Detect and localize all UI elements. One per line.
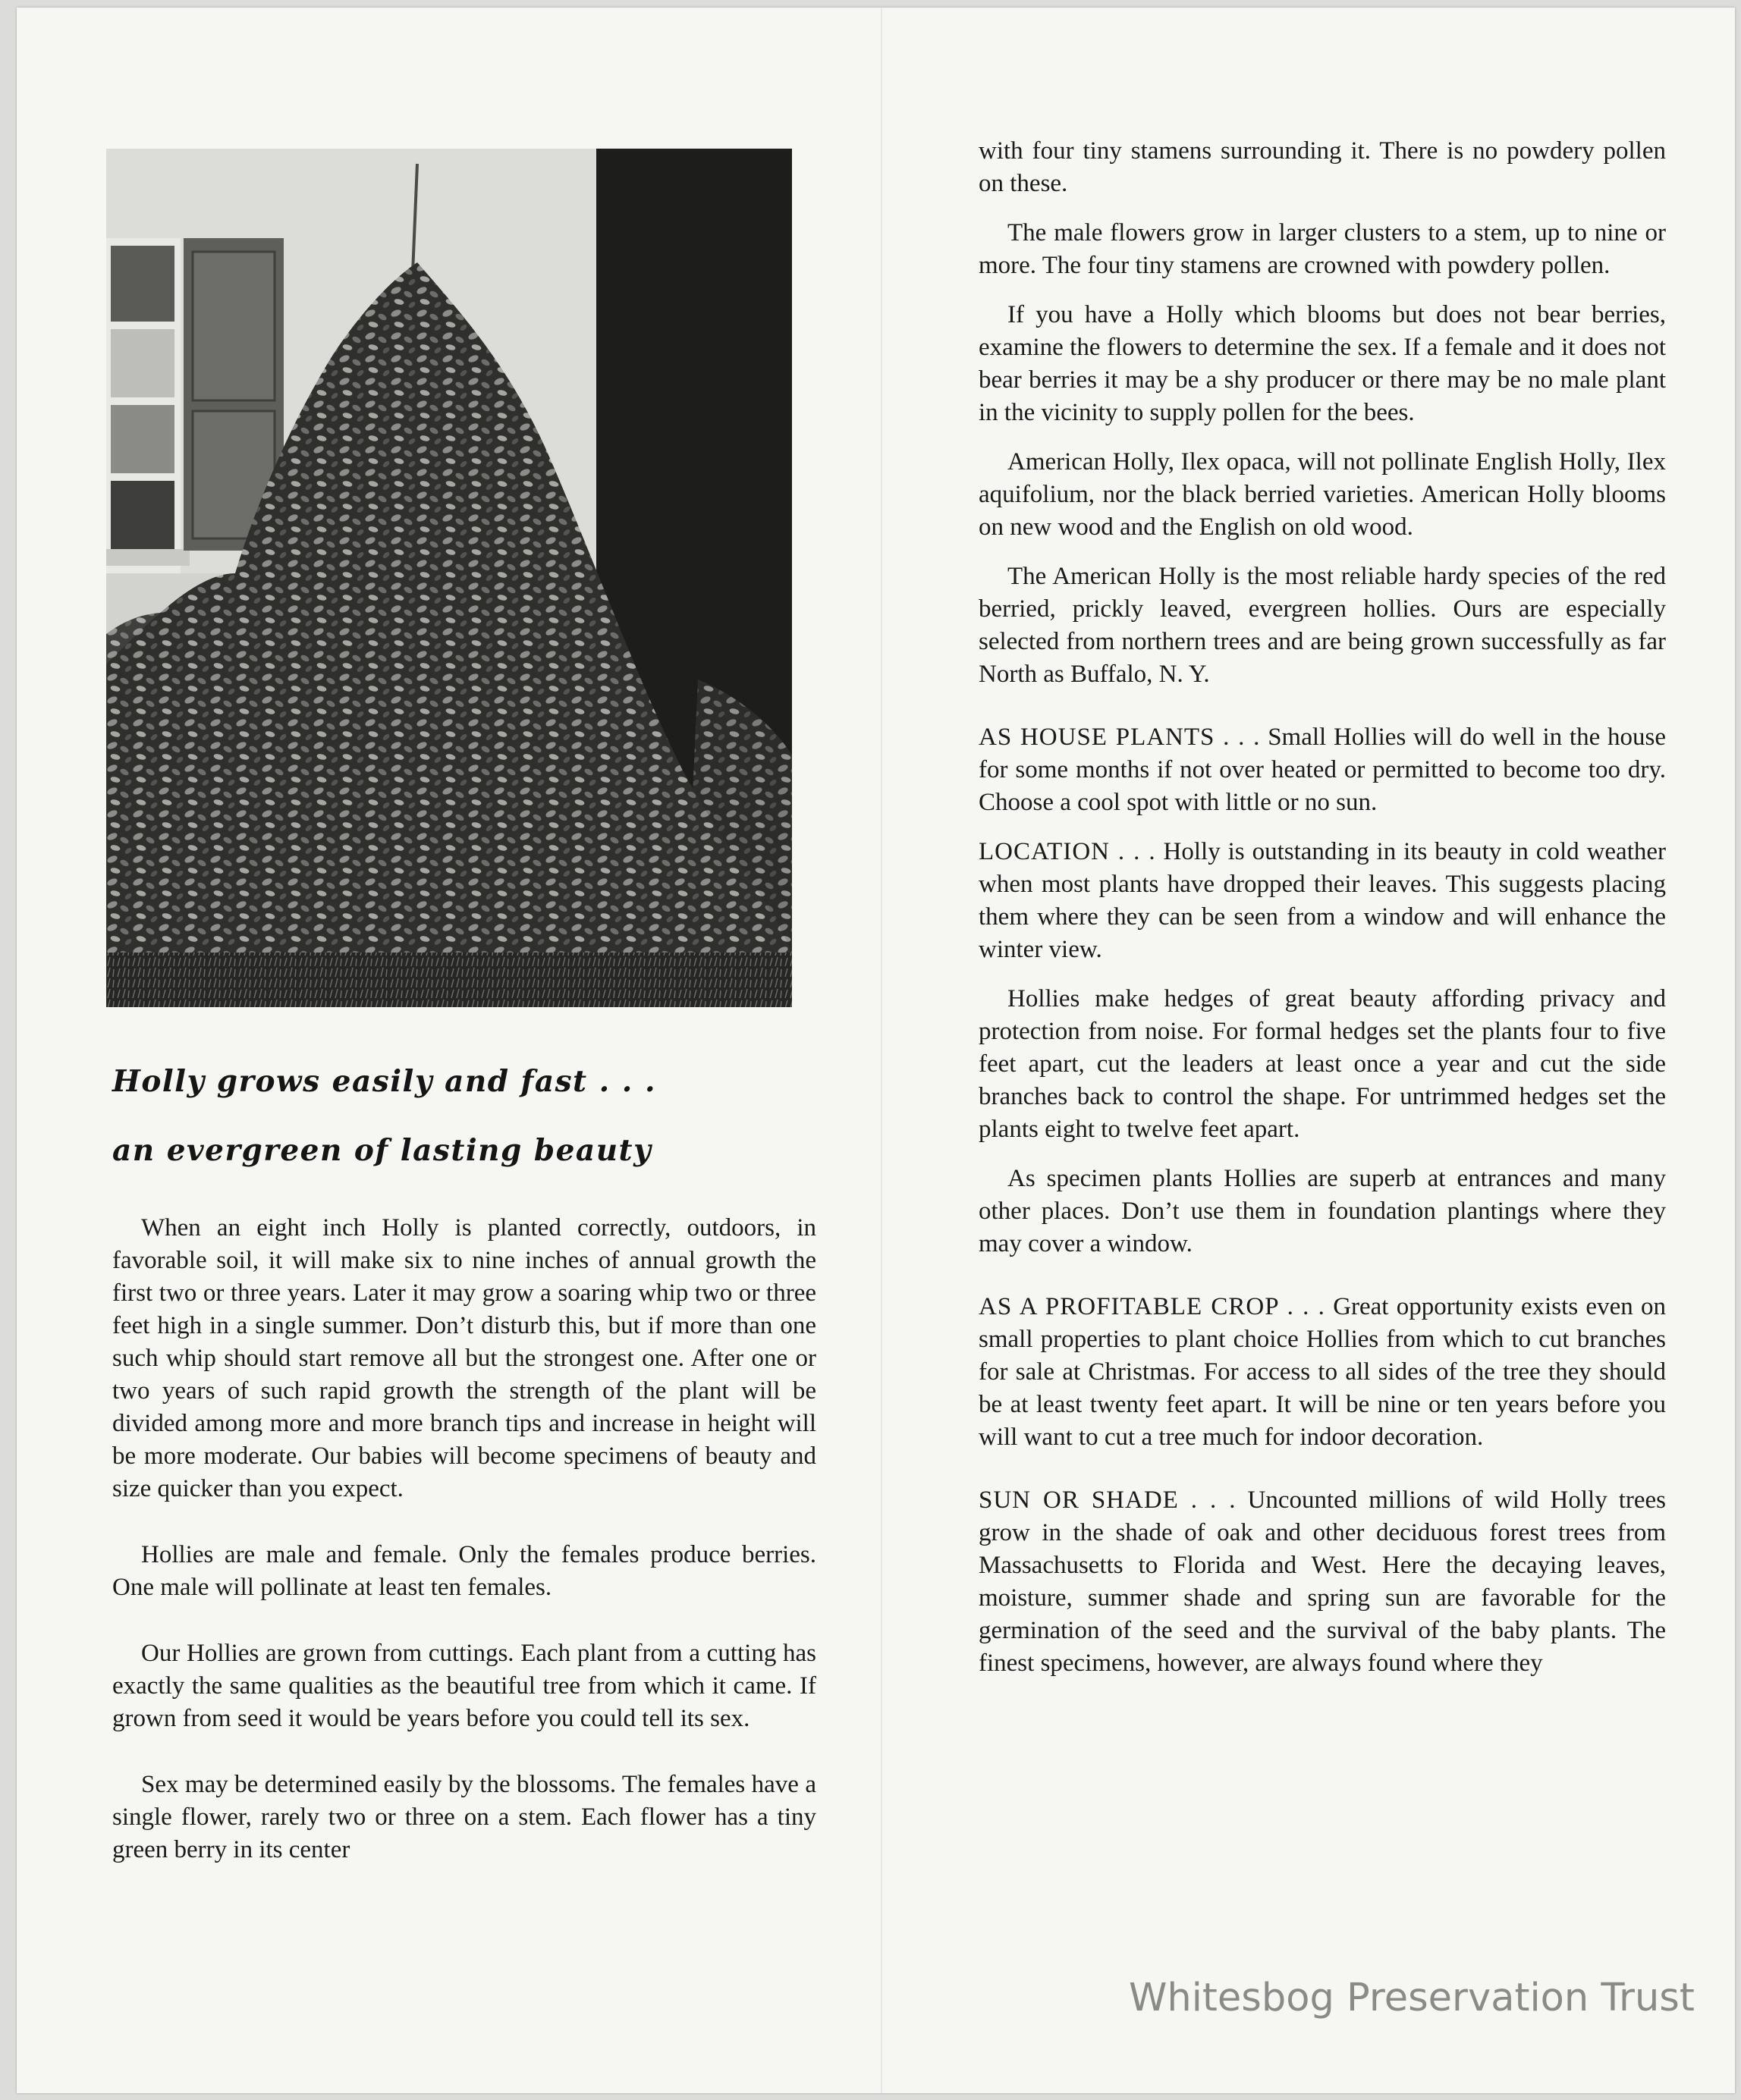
paragraph-american-holly: The American Holly is the most reliable hardy species of the red berried, prickly leaved, evergreen hollies. Ours are especially selected from northern trees and are being grown successfully as far North as Buffalo, N. Y.	[979, 563, 1666, 688]
location-text: Holly is outstanding in its beauty in cold weather when most plants have dropped their leaves. This suggests placing them where they can be seen from a window and will enhance the winter view.	[979, 838, 1666, 963]
house-plants-text: Small Hollies will do well in the house for some months if not over heated or permitted to become too dry. Choose a cool spot with little or no sun.	[979, 724, 1666, 816]
left-column-text	[112, 1212, 816, 1900]
paragraph-specimen: As specimen plants Hollies are superb at entrances and many other places. Don’t use them in foundation plantings where they may cover a window.	[979, 1165, 1666, 1257]
section-sun-or-shade	[979, 1484, 1666, 1680]
crop-text: Great opportunity exists even on small properties to plant choice Hollies from which to cut branches for sale at Christmas. For access to all sides of the tree they should be at least twenty feet apart. It will be nine or ten years before you will want to cut a tree much for indoor decoration.	[979, 1293, 1666, 1451]
section-house-plants	[979, 721, 1666, 819]
paragraph-growth: When an eight inch Holly is planted correctly, outdoors, in favorable soil, it will make six to nine inches of annual growth the first two or three years. Later it may grow a soaring whip two or three feet high in a single summer. Don’t disturb this, but if more than one such whip should start remove all but the strongest one. After one or two years of such rapid growth the strength of the plant will be divided among more and more branch tips and increase in height will be more moderate. Our babies will become specimens of beauty and size quicker than you expect.	[112, 1214, 816, 1502]
heading-line-1: Holly grows easily and fast . . .	[112, 1064, 657, 1099]
paragraph-no-berries: If you have a Holly which blooms but does not bear berries, examine the flowers to determine the sex. If a female and it does not bear berries it may be a shy producer or there may be no male plant in the vicinity to supply pollen for the bees.	[979, 301, 1666, 426]
sun-label: SUN OR SHADE . . .	[979, 1486, 1237, 1514]
holly-photo	[106, 149, 792, 1007]
section-profitable-crop	[979, 1291, 1666, 1454]
house-plants-label: AS HOUSE PLANTS . . .	[979, 724, 1261, 751]
sun-text: Uncounted millions of wild Holly trees grow in the shade of oak and other deciduous forest trees from Massachusetts to Florida and West. Here the decaying leaves, moisture, summer shade and spring sun are favorable for the germination of the seed and the survival of the baby plants. The finest specimens, however, are always found where they	[979, 1486, 1666, 1677]
watermark-text: Whitesbog Preservation Trust	[1129, 1976, 1695, 2020]
paragraph-sex-blossoms: Sex may be determined easily by the blossoms. The females have a single flower, rarely two or three on a stem. Each flower has a tiny green berry in its center	[112, 1771, 816, 1863]
paragraph-stamens: with four tiny stamens surrounding it. There is no powdery pollen on these.	[979, 137, 1666, 197]
paragraph-hedges: Hollies make hedges of great beauty affording privacy and protection from noise. For formal hedges set the plants four to five feet apart, cut the leaders at least once a year and cut the side branches back to control the shape. For untrimmed hedges set the plants eight to twelve feet apart.	[979, 985, 1666, 1143]
brochure-page	[17, 8, 1735, 2093]
page-fold	[881, 8, 882, 2093]
holly-bush-illustration	[106, 149, 792, 1007]
paragraph-male-flowers: The male flowers grow in larger clusters to a stem, up to nine or more. The four tiny stamens are crowned with powdery pollen.	[979, 219, 1666, 279]
paragraph-male-female: Hollies are male and female. Only the females produce berries. One male will pollinate at least ten females.	[112, 1541, 816, 1601]
paragraph-cuttings: Our Hollies are grown from cuttings. Each plant from a cutting has exactly the same qualities as the beautiful tree from which it came. If grown from seed it would be years before you could tell its sex.	[112, 1640, 816, 1732]
section-location	[979, 836, 1666, 966]
right-column-text	[979, 135, 1666, 1697]
crop-label: AS A PROFITABLE CROP . . .	[979, 1293, 1325, 1320]
heading-line-2: an evergreen of lasting beauty	[112, 1133, 652, 1168]
location-label: LOCATION . . .	[979, 838, 1156, 865]
paragraph-ilex-opaca: American Holly, Ilex opaca, will not pollinate English Holly, Ilex aquifolium, nor the black berried varieties. American Holly blooms on new wood and the English on old wood.	[979, 448, 1666, 541]
